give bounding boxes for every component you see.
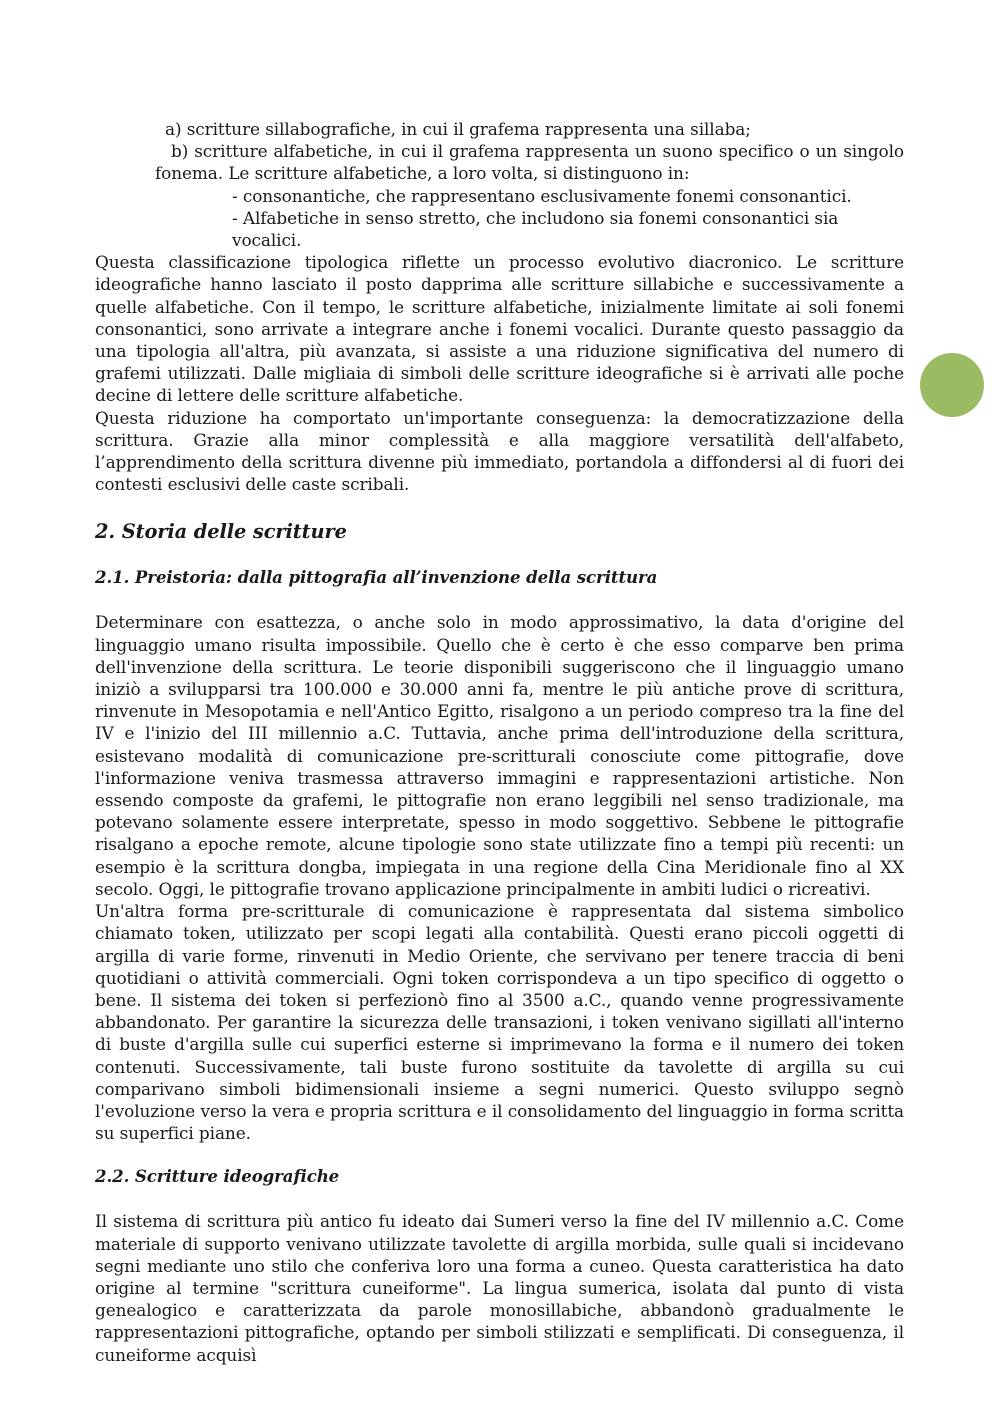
list-item-a: a) scritture sillabografiche, in cui il grafema rappresenta una sillaba; xyxy=(165,119,751,139)
list-subitem-alphabetic: - Alfabetiche in senso stretto, che includono sia fonemi consonantici sia vocalici. xyxy=(232,207,839,251)
section-heading-2: 2. Storia delle scritture xyxy=(95,520,347,544)
document-page xyxy=(95,118,904,1366)
paragraph-prehistory: Determinare con esattezza, o anche solo in modo approssimativo, la data d'origine del linguaggio umano risulta impossibile. Quello che è certo è che esso comparve ben prima dell'invenzione della scrittura. Le teorie disponibili suggeriscono che il linguaggio umano iniziò a svilupparsi tra 100.000 e 30.000 anni fa, mentre le più antiche prove di scrittura, rinvenute in Mesopotamia e nell'Antico Egitto, risalgono a un periodo compreso tra la fine del IV e l'inizio del III millennio a.C. Tuttavia, anche prima dell'introduzione della scrittura, esistevano modalità di comunicazione pre-scritturali conosciute come pittografie, dove l'informazione veniva trasmessa attraverso immagini e rappresentazioni artistiche. Non essendo composte da grafemi, le pittografie non erano leggibili nel senso tradizionale, ma potevano solamente essere interpretate, spesso in modo soggettivo. Sebbene le pittografie risalgano a epoche remote, alcune tipologie sono state utilizzate fino a tempi più recenti: un esempio è la scrittura dongba, impiegata in una regione della Cina Meridionale fino al XX secolo. Oggi, le pittografie trovano applicazione principalmente in ambiti ludici o ricreativi. xyxy=(95,612,904,899)
paragraph-classification: Questa classificazione tipologica riflette un processo evolutivo diacronico. Le scritture ideografiche hanno lasciato il posto dapprima alle scritture sillabiche e successivamente a quelle alfabetiche. Con il tempo, le scritture alfabetiche, inizialmente limitate ai soli fonemi consonantici, sono arrivate a integrare anche i fonemi vocalici. Durante questo passaggio da una tipologia all'altra, più avanzata, si assiste a una riduzione significativa del numero di grafemi utilizzati. Dalle migliaia di simboli delle scritture ideografiche si è arrivati alle poche decine di lettere delle scritture alfabetiche. xyxy=(95,252,904,406)
section-heading-2-2: 2.2. Scritture ideografiche xyxy=(95,1166,340,1187)
paragraph-democratization: Questa riduzione ha comportato un'importante conseguenza: la democratizzazione della scrittura. Grazie alla minor complessità e alla maggiore versatilità dell'alfabeto, l’apprendimento della scrittura divenne più immediato, portandola a diffondersi al di fuori dei contesti esclusivi delle caste scribali. xyxy=(95,407,904,495)
section-heading-2-1: 2.1. Preistoria: dalla pittografia all’invenzione della scrittura xyxy=(95,567,658,588)
paragraph-ideographic: Il sistema di scrittura più antico fu ideato dai Sumeri verso la fine del IV millennio a.C. Come materiale di supporto venivano utilizzate tavolette di argilla morbida, sulle quali si incidevano segni mediante uno stilo che conferiva loro una forma a cuneo. Questa caratteristica ha dato origine al termine "scrittura cuneiforme". La lingua sumerica, isolata dal punto di vista genealogico e caratterizzata da parole monosillabiche, abbandonò gradualmente le rappresentazioni pittografiche, optando per simboli stilizzati e semplificati. Di conseguenza, il cuneiforme acquisì xyxy=(95,1211,904,1365)
list-subitem-consonantal: - consonantiche, che rappresentano esclusivamente fonemi consonantici. xyxy=(232,185,852,206)
list-item-b: b) scritture alfabetiche, in cui il grafema rappresenta un suono specifico o un singolo fonema. Le scritture alfabetiche, a loro volta, si distinguono in: xyxy=(155,141,904,184)
decorative-green-dot xyxy=(920,353,984,417)
paragraph-tokens: Un'altra forma pre-scritturale di comunicazione è rappresentata dal sistema simbolico chiamato token, utilizzato per scopi legati alla contabilità. Questi erano piccoli oggetti di argilla di varie forme, rinvenuti in Medio Oriente, che servivano per tenere traccia di beni quotidiani o attività commerciali. Ogni token corrispondeva a un tipo specifico di oggetto o bene. Il sistema dei token si perfezionò fino al 3500 a.C., quando venne progressivamente abbandonato. Per garantire la sicurezza delle transazioni, i token venivano sigillati all'interno di buste d'argilla sulle cui superfici esterne si imprimevano la forma e il numero dei token contenuti. Successivamente, tali buste furono sostituite da tavolette di argilla su cui comparivano simboli bidimensionali insieme a segni numerici. Questo sviluppo segnò l'evoluzione verso la vera e propria scrittura e il consolidamento del linguaggio in forma scritta su superfici piane. xyxy=(95,901,904,1144)
